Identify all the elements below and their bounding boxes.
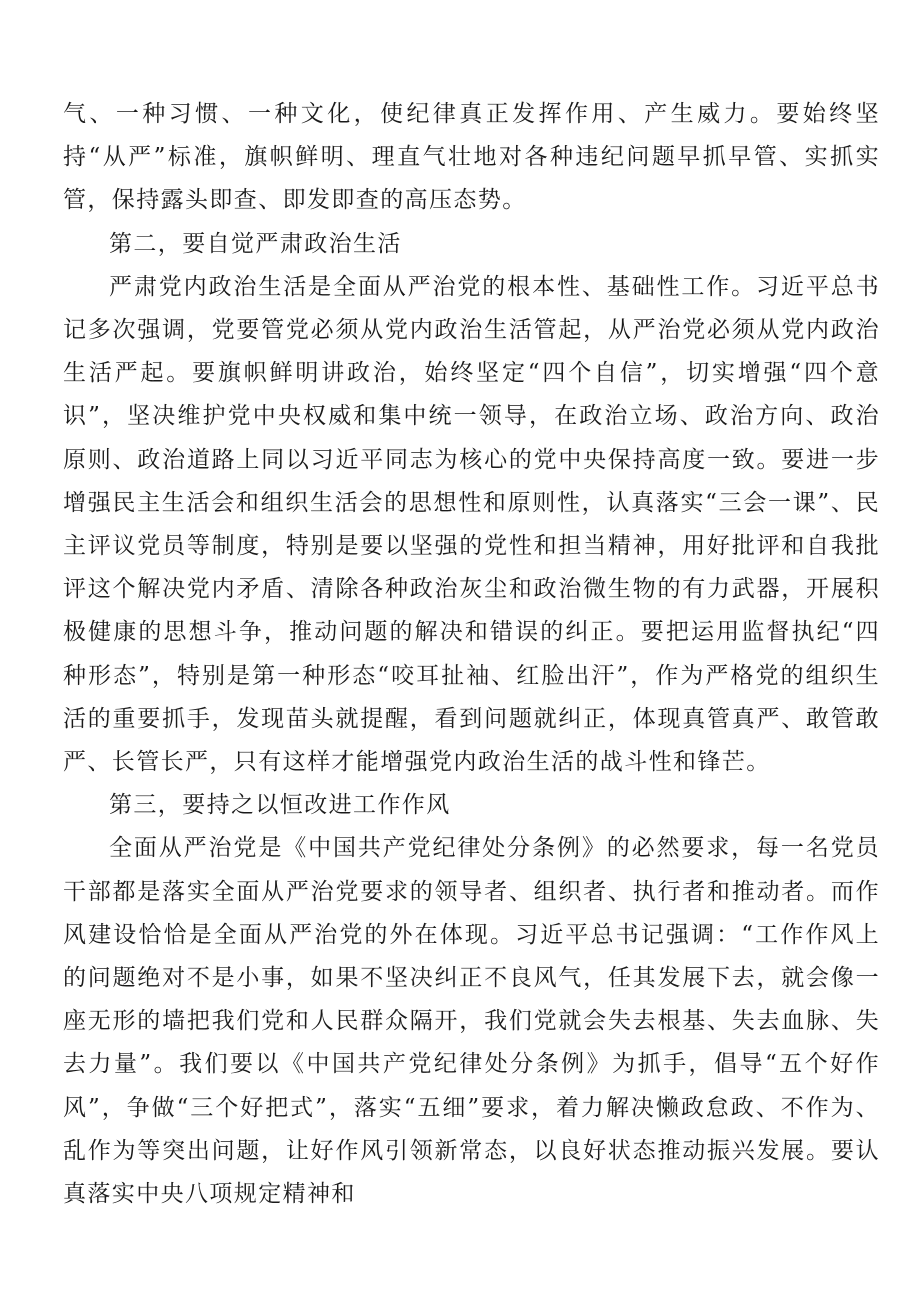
paragraph-work-style: 全面从严治党是《中国共产党纪律处分条例》的必然要求，每一名党员干部都是落实全面从严治党要求的领导者、组织者、执行者和推动者。而作风建设恰恰是全面从严治党的外在体现。习近平总书记强调：“工作作风上的问题绝对不是小事，如果不坚决纠正不良风气，任其发展下去，就会像一座无形的墙把我们党和人民群众隔开，我们党就会失去根基、失去血脉、失去力量”。我们要以《中国共产党纪律处分条例》为抓手，倡导“五个好作风”，争做“三个好把式”，落实“五细”要求，着力解决懒政怠政、不作为、乱作为等突出问题，让好作风引领新常态，以良好状态推动振兴发展。要认真落实中央八项规定精神和 [63, 835, 880, 1208]
paragraph-political-life: 严肃党内政治生活是全面从严治党的根本性、基础性工作。习近平总书记多次强调，党要管党必须从党内政治生活管起，从严治党必须从党内政治生活严起。要旗帜鲜明讲政治，始终坚定“四个自信”，切实增强“四个意识”，坚决维护党中央权威和集中统一领导，在政治立场、政治方向、政治原则、政治道路上同以习近平同志为核心的党中央保持高度一致。要进一步增强民主生活会和组织生活会的思想性和原则性，认真落实“三会一课”、民主评议党员等制度，特别是要以坚强的党性和担当精神，用好批评和自我批评这个解决党内矛盾、清除各种政治灰尘和政治微生物的有力武器，开展积极健康的思想斗争，推动问题的解决和错误的纠正。要把运用监督执纪“四种形态”，特别是第一种形态“咬耳扯袖、红脸出汗”，作为严格党的组织生活的重要抓手，发现苗头就提醒，看到问题就纠正，体现真管真严、敢管敢严、长管长严，只有这样才能增强党内政治生活的战斗性和锋芒。 [63, 273, 880, 776]
section-heading-third: 第三，要持之以恒改进工作作风 [109, 792, 451, 819]
paragraph-continuation: 气、一种习惯、一种文化，使纪律真正发挥作用、产生威力。要始终坚持“从严”标准，旗帜鲜明、理直气壮地对各种违纪问题早抓早管、实抓实管，保持露头即查、即发即查的高压态势。 [63, 101, 880, 214]
document-body [63, 93, 880, 1216]
section-heading-second: 第二，要自觉严肃政治生活 [109, 230, 402, 257]
